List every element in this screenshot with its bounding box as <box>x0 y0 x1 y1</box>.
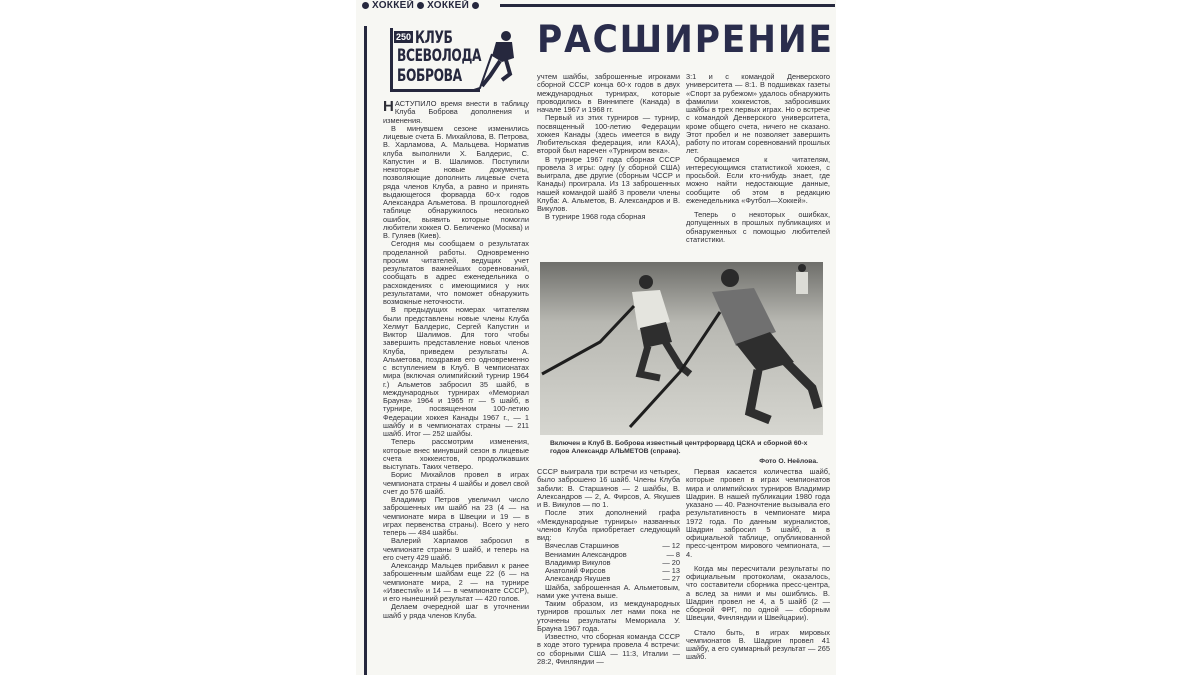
paragraph: Александр Мальцев прибавил к ранее заброшенным шайбам еще 22 (6 — на чемпионате мира, 2 — на турнире «Известий» и 14 — в чемпионате СССР), и его нынешний результат — 420 голов. <box>383 561 529 603</box>
logo-number: 250 <box>396 32 412 42</box>
article-column-1 <box>383 100 529 675</box>
paragraph: Шайба, заброшенная А. Альметовым, нами уже учтена выше. <box>537 582 680 600</box>
rubric-label: ХОККЕЙ <box>427 0 470 11</box>
article-column-3-top <box>686 73 830 255</box>
player-goals: — 8 <box>666 549 680 559</box>
club-logo <box>390 28 480 92</box>
paragraph: В минувшем сезоне изменились лицевые счета Б. Михайлова, В. Петрова, В. Харламова, А. Мальцева. Норматив клуба выполнили Х. Балдерис, С. Капустин и В. Шалимов. Поступили некоторые новые документы, позволяющие дополнить лицевые счета ряда членов Клуба, а равно и принять выдающегося форварда 60-х годов Александра Альметова. В прошлогодней таблице обнаружилось несколько ошибок, выявить которые помогли любители хоккея О. Беличенко (Москва) и В. Гуляев (Киев). <box>383 123 529 240</box>
player-name: Вениамин Александров <box>545 549 627 559</box>
paragraph: 3:1 и с командой Денверского университета — 8:1. В подшивках газеты «Спорт за рубежом» удалось обнаружить фамилии хоккеистов, забросивших шайбы в трех первых играх. Но о встрече с командой Денверского университета, кроме общего счета, ничего не сказано. Этот пробел и не позволяет завершить работу по итогам соревнований прошлых лет. <box>686 73 830 156</box>
drop-cap: Н <box>383 100 394 115</box>
player-name: Владимир Викулов <box>545 557 611 567</box>
logo-line: БОБРОВА <box>397 66 462 86</box>
headline: РАСШИРЕНИЕ <box>537 18 834 61</box>
article-column-2-top <box>537 73 680 255</box>
bullet-icon <box>417 2 424 9</box>
paragraph: Теперь рассмотрим изменения, которые внес минувший сезон в лицевые счета хоккеистов, продолжавших выступать. Таких четверо. <box>383 437 529 471</box>
player-goals: — 20 <box>662 557 680 567</box>
rubric-label: ХОККЕЙ <box>372 0 415 11</box>
player-name: Вячеслав Старшинов <box>545 541 619 551</box>
paragraph: учтем шайбы, заброшенные игроками сборной СССР конца 60-х годов в двух международных турнирах, которые проводились в Виннипеге (Канада) в начале 1967 и 1968 гг. <box>537 73 680 114</box>
paragraph: Первая касается количества шайб, которые провел в играх чемпионатов мира и олимпийских турниров Владимир Шадрин. В нашей публикации 1980 года указано — 40. Разночтение вызывала его результативность в чемпионате мира 1972 года. По данным журналистов, Шадрин забросил 5 шайб, а в официальной таблице, опубликованной пресс-центром мирового чемпионата, — 4. <box>686 468 830 559</box>
section-rubric <box>362 0 479 11</box>
paragraph: Первый из этих турниров — турнир, посвященный 100-летию Федерации хоккея Канады (здесь имеется в виду Любительская федерация, или КАХА), второй был наречен «Турниром века». <box>537 113 680 156</box>
lead-paragraph <box>383 100 529 125</box>
paragraph: В турнире 1968 года сборная <box>545 212 646 222</box>
player-goals: — 27 <box>662 574 680 584</box>
player-goals: — 12 <box>662 541 680 551</box>
player-name: Анатолий Фирсов <box>545 566 606 575</box>
paragraph: В предыдущих номерах читателям были представлены новые члены Клуба Хелмут Балдерис, Сергей Капустин и Виктор Шалимов. Для того чтобы завершить представление новых членов Клуба, приведем результаты А. Альметова, поздравив его одновременно с вступлением в Клуб. В чемпионатах мира (включая олимпийский турнир 1964 г.) Альметов забросил 35 шайб, в международных турнирах «Мемориал Брауна» 1964 и 1965 гг — 5 шайб, в турнире, посвященном 100-летию Федерации хоккея Канады 1967 г., — 1 шайбу и в чемпионатах страны — 211 шайб. Итог — 252 шайбы. <box>383 305 529 438</box>
paragraph: Борис Михайлов провел в играх чемпионата страны 4 шайбы и довел свой счет до 576 шайб. <box>383 470 529 496</box>
photo-credit: Фото О. Неёлова. <box>759 458 818 465</box>
paragraph: Теперь о некоторых ошибках, допущенных в прошлых публикациях и обнаруженных с помощью любителей статистики. <box>686 210 830 244</box>
paragraph: Когда мы пересчитали результаты по официальным протоколам, оказалось, что составители сборника пресс-центра, а вслед за ними и мы ошиблись. В. Шадрин провел не 4, а 5 шайб (2 — сборной ФРГ, по одной — сборным Швеции, Финляндии и Швейцарии). <box>686 563 830 623</box>
paragraph: Владимир Петров увеличил число заброшенных им шайб на 23 (4 — на чемпионате мира в Швеции и 19 — в играх первенства страны). Всего у него теперь — 484 шайбы. <box>383 495 529 537</box>
lead-word: АСТУПИЛО <box>394 100 437 108</box>
article-column-3-bottom <box>686 468 830 675</box>
hockey-player-icon <box>472 28 522 92</box>
paragraph: Известно, что сборная команда СССР в ходе этого турнира провела 4 встречи: со сборными США — 11:3, Италии — 28:2, Финляндии — <box>537 632 680 666</box>
paragraph: Валерий Харламов забросил в чемпионате страны 9 шайб, и теперь на его счету 429 шайб. <box>383 536 529 562</box>
paragraph: После этих дополнений графа «Международные турниры» названных членов Клуба приобретает следующий вид: <box>537 508 680 542</box>
paragraph: СССР выиграла три встречи из четырех, было заброшено 16 шайб. Члены Клуба забили: В. Старшинов — 2 шайбы, В. Александров — 2, А. Фирсов, А. Якушев и В. Викулов — по 1. <box>537 468 680 509</box>
photo-caption <box>550 440 822 466</box>
paragraph: Обращаемся к читателям, интересующимся статистикой хоккея, с просьбой. Если кто-нибудь знает, где можно найти недостающие данные, сообщите об этом в редакцию еженедельника «Футбол—Хоккей». <box>686 154 830 205</box>
paragraph: Стало быть, в играх мировых чемпионатов В. Шадрин провел 41 шайбу, а его суммарный результат — 265 шайб. <box>686 627 830 662</box>
column-rule <box>364 26 367 675</box>
logo-line: КЛУБ <box>415 28 453 48</box>
player-goals: — 13 <box>662 566 680 575</box>
logo-line: ВСЕВОЛОДА <box>397 46 482 66</box>
paragraph-text: время внести в таблицу Клуба Боброва дополнения и изменения. <box>383 100 529 125</box>
rubric-rule <box>500 4 835 7</box>
paragraph: Таким образом, из международных турниров прошлых лет нами пока не уточнены результаты Мемориала У. Брауна 1967 года. <box>537 599 680 633</box>
paragraph: В турнире 1967 года сборная СССР провела 3 игры: одну (у сборной США) выиграла, две другие (сборным ЧССР и Канады) проиграла. Из 13 заброшенных нашей командой шайб 3 провели члены Клуба: А. Альметов, В. Александров и В. Викулов. <box>537 154 680 213</box>
paragraph: Делаем очередной шаг в уточнении шайб у ряда членов Клуба. <box>383 602 529 620</box>
article-column-2-bottom <box>537 468 680 675</box>
bullet-icon <box>362 2 369 9</box>
photo-image <box>540 262 823 435</box>
bullet-icon <box>472 2 479 9</box>
paragraph: Сегодня мы сообщаем о результатах проделанной работы. Одновременно просим читателей, ведущих учет результатов важнейших соревнований, сообщать в адрес еженедельника о расхождениях с имеющимися у них результатами, что поможет обнаружить возможные неточности. <box>383 239 529 306</box>
hockey-photo <box>540 262 823 435</box>
caption-text: Включен в Клуб В. Боброва известный центрфорвард ЦСКА и сборной 60-х годов Александр АЛЬМЕТОВ (справа). <box>550 440 808 455</box>
player-name: Александр Якушев <box>545 574 611 584</box>
